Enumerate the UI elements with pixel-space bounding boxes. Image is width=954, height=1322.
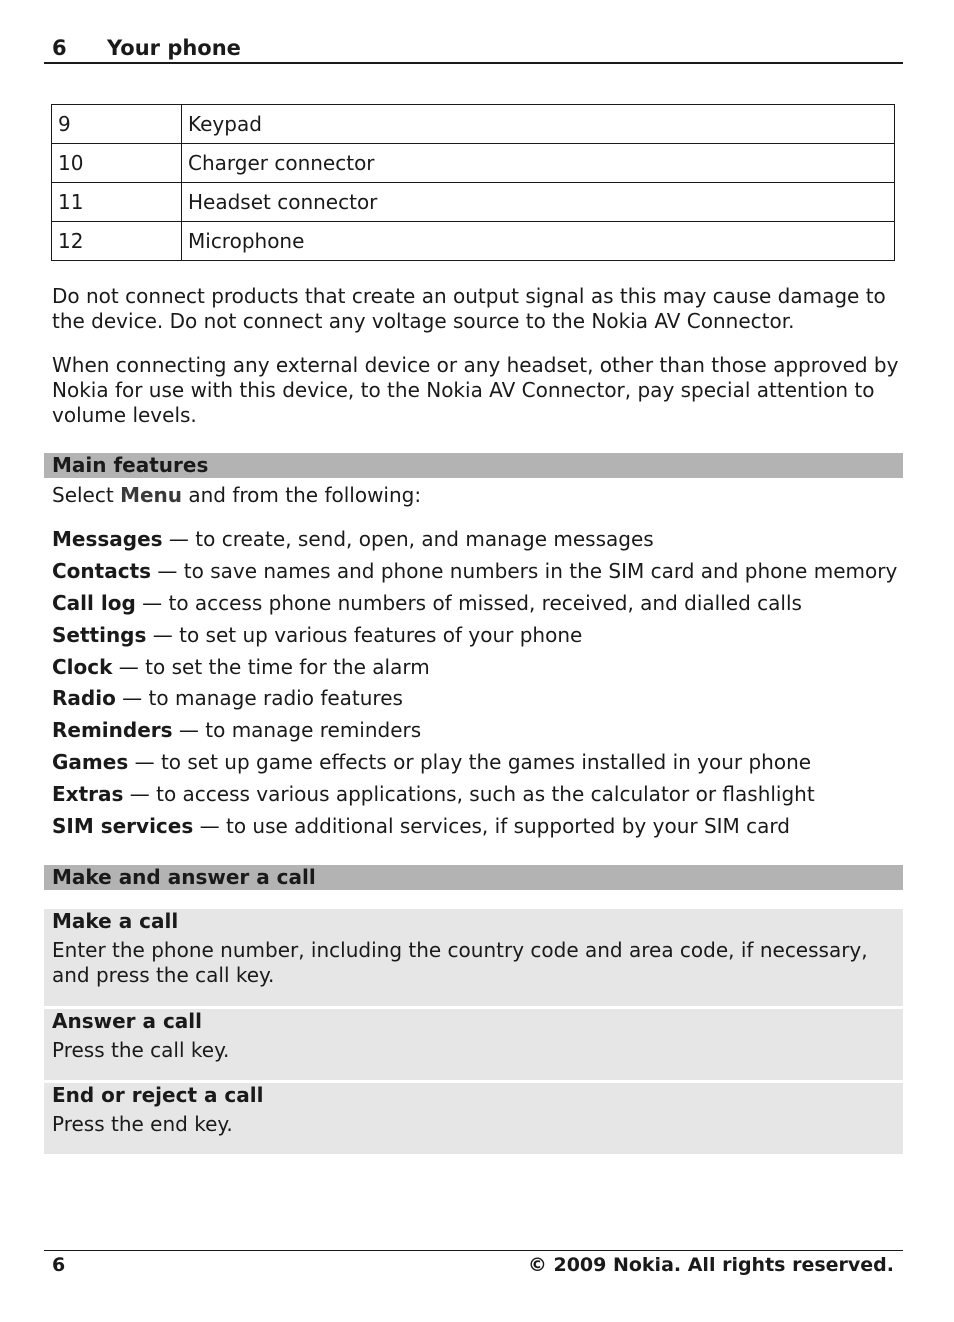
intro-prefix: Select — [52, 483, 121, 507]
volume-paragraph: When connecting any external device or any headset, other than those approved by Nokia for use with this device, to the Nokia AV Connector, pay special attention to volume levels. — [52, 353, 899, 427]
feature-desc: — to set up various features of your phone — [146, 622, 583, 647]
part-name: Charger connector — [182, 144, 895, 183]
list-item — [52, 682, 902, 714]
table-row — [52, 144, 895, 183]
answer-call-box — [44, 1009, 903, 1080]
make-call-text: Enter the phone number, including the country code and area code, if necessary, and press the call key. — [52, 938, 868, 987]
feature-desc: — to access various applications, such as the calculator or flashlight — [123, 782, 815, 807]
make-call-title: Make a call — [52, 909, 179, 933]
feature-desc: — to save names and phone numbers in the SIM card and phone memory — [151, 558, 898, 583]
feature-term: Messages — [52, 527, 163, 551]
part-name: Microphone — [182, 222, 895, 261]
answer-call-text: Press the call key. — [52, 1038, 230, 1062]
feature-term: Games — [52, 750, 129, 775]
footer-page-number: 6 — [52, 1254, 66, 1276]
list-item — [52, 651, 902, 683]
header-page-number: 6 — [52, 36, 67, 60]
make-call-box — [44, 909, 903, 1006]
feature-desc: — to manage radio features — [115, 686, 403, 711]
feature-desc: — to create, send, open, and manage messages — [162, 527, 654, 551]
feature-desc: — to manage reminders — [172, 718, 422, 743]
parts-table — [51, 104, 895, 261]
list-item — [52, 714, 902, 746]
part-number: 11 — [52, 183, 182, 222]
feature-term: Extras — [52, 782, 124, 807]
feature-desc: — to set up game effects or play the games installed in your phone — [128, 750, 812, 775]
feature-desc: — to use additional services, if supported by your SIM card — [193, 814, 790, 839]
warning-paragraph: Do not connect products that create an output signal as this may cause damage to the device. Do not connect any voltage source to the Nokia AV Connector. — [52, 284, 886, 333]
list-item — [52, 619, 902, 651]
end-call-box — [44, 1083, 903, 1154]
copyright-notice: © 2009 Nokia. All rights reserved. — [527, 1254, 894, 1276]
page-footer — [44, 1250, 903, 1280]
end-call-text: Press the end key. — [52, 1112, 233, 1136]
list-item — [52, 810, 902, 842]
list-item — [52, 746, 902, 778]
list-item — [52, 778, 902, 810]
end-call-title: End or reject a call — [52, 1083, 264, 1107]
part-number: 12 — [52, 222, 182, 261]
part-name: Headset connector — [182, 183, 895, 222]
feature-desc: — to set the time for the alarm — [112, 654, 430, 679]
call-section-heading: Make and answer a call — [52, 865, 316, 889]
feature-term: Reminders — [52, 718, 173, 743]
part-number: 10 — [52, 144, 182, 183]
list-item — [52, 555, 902, 587]
header-title: Your phone — [107, 36, 241, 60]
feature-term: Radio — [52, 686, 116, 711]
table-row — [52, 183, 895, 222]
call-section-heading-bar — [44, 865, 903, 890]
page-header — [44, 34, 903, 64]
feature-term: Contacts — [52, 558, 152, 583]
main-features-heading: Main features — [52, 453, 209, 477]
features-list — [52, 523, 902, 842]
main-features-intro — [52, 483, 902, 508]
intro-suffix: and from the following: — [182, 483, 422, 507]
answer-call-title: Answer a call — [52, 1009, 203, 1033]
feature-term: SIM services — [52, 814, 194, 839]
table-row — [52, 222, 895, 261]
table-row — [52, 105, 895, 144]
main-features-heading-bar — [44, 453, 903, 478]
part-number: 9 — [52, 105, 182, 144]
feature-desc: — to access phone numbers of missed, received, and dialled calls — [135, 590, 802, 615]
feature-term: Settings — [52, 622, 147, 647]
list-item — [52, 587, 902, 619]
feature-term: Clock — [52, 654, 113, 679]
list-item — [52, 523, 902, 555]
menu-keyword: Menu — [120, 483, 183, 507]
feature-term: Call log — [52, 590, 136, 615]
part-name: Keypad — [182, 105, 895, 144]
